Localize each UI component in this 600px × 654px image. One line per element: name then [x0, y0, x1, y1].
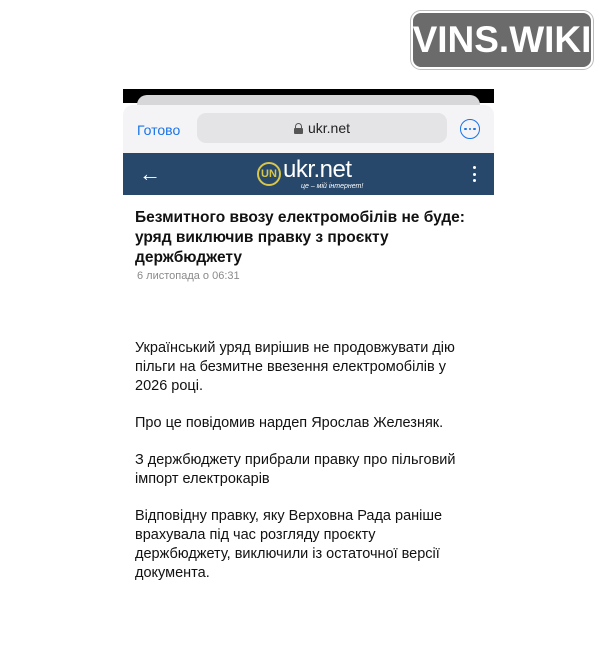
browser-toolbar [123, 105, 494, 153]
ellipsis-dot-icon [464, 128, 467, 131]
phone-screenshot [123, 89, 494, 609]
site-header [123, 153, 494, 195]
ellipsis-dot-icon [469, 128, 472, 131]
lock-icon [294, 123, 303, 134]
article-paragraph: Відповідну правку, яку Верховна Рада раніше врахувала під час розгляду проєкту держбюджету, виключили із остаточної версії документа. [135, 508, 443, 581]
address-bar[interactable] [197, 113, 447, 143]
article-body [135, 339, 475, 601]
article-paragraph: Український уряд вирішив не продовжувати дію пільги на безмитне ввезення електромобілів у 2026 році. [135, 340, 455, 394]
ukr-net-logo[interactable] [257, 157, 363, 191]
more-options-button[interactable] [460, 119, 480, 139]
done-button[interactable]: Готово [137, 122, 181, 138]
back-arrow-icon[interactable]: ← [139, 161, 161, 186]
article-paragraph: З держбюджету прибрали правку про пільговий імпорт електрокарів [135, 452, 456, 487]
url-text: ukr.net [307, 120, 351, 136]
article-paragraph: Про це повідомив нардеп Ярослав Железняк. [135, 415, 444, 431]
logo-wordmark [283, 158, 363, 190]
article-title: Безмитного ввозу електромобілів не буде: уряд виключив правку з проєкту держбюджету [135, 209, 465, 266]
kebab-menu-icon[interactable] [471, 166, 477, 182]
logo-tagline: це – мій інтернет! [301, 183, 364, 190]
logo-mark: UN [257, 162, 281, 186]
vins-wiki-watermark: VINS.WIKI [411, 11, 593, 69]
ellipsis-dot-icon [473, 128, 476, 131]
article-date: 6 листопада о 06:31 [137, 270, 240, 282]
logo-text: ukr.net [283, 156, 352, 183]
